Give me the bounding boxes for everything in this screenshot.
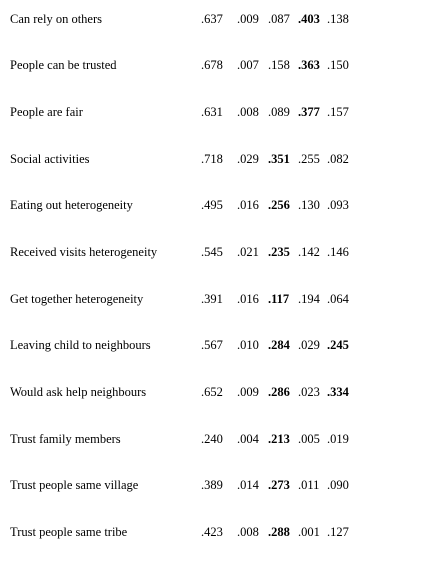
value-cell: .288 (268, 525, 290, 539)
table-row (0, 523, 423, 541)
value-cell: .130 (298, 198, 320, 212)
value-cell: .157 (327, 105, 349, 119)
value-cell: .334 (327, 385, 349, 399)
row-label: Eating out heterogeneity (10, 198, 133, 212)
value-cell: .256 (268, 198, 290, 212)
value-cell: .194 (298, 292, 320, 306)
value-cell: .029 (298, 338, 320, 352)
value-cell: .245 (327, 338, 349, 352)
value-cell: .351 (268, 152, 290, 166)
value-cell: .089 (268, 105, 290, 119)
value-cell: .007 (237, 58, 259, 72)
value-cell: .023 (298, 385, 320, 399)
value-cell: .150 (327, 58, 349, 72)
table-row (0, 10, 423, 28)
value-cell: .273 (268, 478, 290, 492)
value-cell: .011 (298, 478, 320, 492)
value-cell: .235 (268, 245, 290, 259)
value-cell: .284 (268, 338, 290, 352)
table-row (0, 196, 423, 214)
value-cell: .567 (201, 338, 223, 352)
value-cell: .142 (298, 245, 320, 259)
value-cell: .403 (298, 12, 320, 26)
row-label: Received visits heterogeneity (10, 245, 158, 259)
value-cell: .495 (201, 198, 223, 212)
value-cell: .093 (327, 198, 349, 212)
value-cell: .545 (201, 245, 223, 259)
table-row (0, 336, 423, 354)
row-label: Can rely on others (10, 12, 102, 26)
value-cell: .010 (237, 338, 259, 352)
table-row (0, 476, 423, 494)
value-cell: .005 (298, 432, 320, 446)
value-cell: .021 (237, 245, 259, 259)
value-cell: .008 (237, 105, 259, 119)
value-cell: .014 (237, 478, 259, 492)
table-row (0, 56, 423, 74)
value-cell: .718 (201, 152, 223, 166)
value-cell: .255 (298, 152, 320, 166)
value-cell: .637 (201, 12, 223, 26)
value-cell: .391 (201, 292, 223, 306)
value-cell: .016 (237, 198, 259, 212)
row-label: People can be trusted (10, 58, 117, 72)
value-cell: .389 (201, 478, 223, 492)
table-row (0, 243, 423, 261)
value-cell: .029 (237, 152, 259, 166)
row-label: Trust people same village (10, 478, 139, 492)
value-cell: .240 (201, 432, 223, 446)
value-cell: .652 (201, 385, 223, 399)
value-cell: .009 (237, 385, 259, 399)
table-row (0, 430, 423, 448)
value-cell: .213 (268, 432, 290, 446)
value-cell: .087 (268, 12, 290, 26)
value-cell: .009 (237, 12, 259, 26)
value-cell: .019 (327, 432, 349, 446)
row-label: Trust family members (10, 432, 121, 446)
row-label: Social activities (10, 152, 90, 166)
value-cell: .146 (327, 245, 349, 259)
row-label: People are fair (10, 105, 83, 119)
value-cell: .678 (201, 58, 223, 72)
value-cell: .004 (237, 432, 259, 446)
row-label: Trust people same tribe (10, 525, 128, 539)
value-cell: .082 (327, 152, 349, 166)
value-cell: .008 (237, 525, 259, 539)
value-cell: .117 (268, 292, 290, 306)
table-row (0, 103, 423, 121)
value-cell: .377 (298, 105, 320, 119)
value-cell: .127 (327, 525, 349, 539)
row-label: Leaving child to neighbours (10, 338, 151, 352)
value-cell: .001 (298, 525, 320, 539)
value-cell: .016 (237, 292, 259, 306)
table-row (0, 150, 423, 168)
table-row (0, 290, 423, 308)
value-cell: .363 (298, 58, 320, 72)
value-cell: .064 (327, 292, 349, 306)
value-cell: .158 (268, 58, 290, 72)
row-label: Would ask help neighbours (10, 385, 147, 399)
table-row (0, 383, 423, 401)
value-cell: .631 (201, 105, 223, 119)
value-cell: .423 (201, 525, 223, 539)
row-label: Get together heterogeneity (10, 292, 144, 306)
value-cell: .138 (327, 12, 349, 26)
value-cell: .286 (268, 385, 290, 399)
value-cell: .090 (327, 478, 349, 492)
